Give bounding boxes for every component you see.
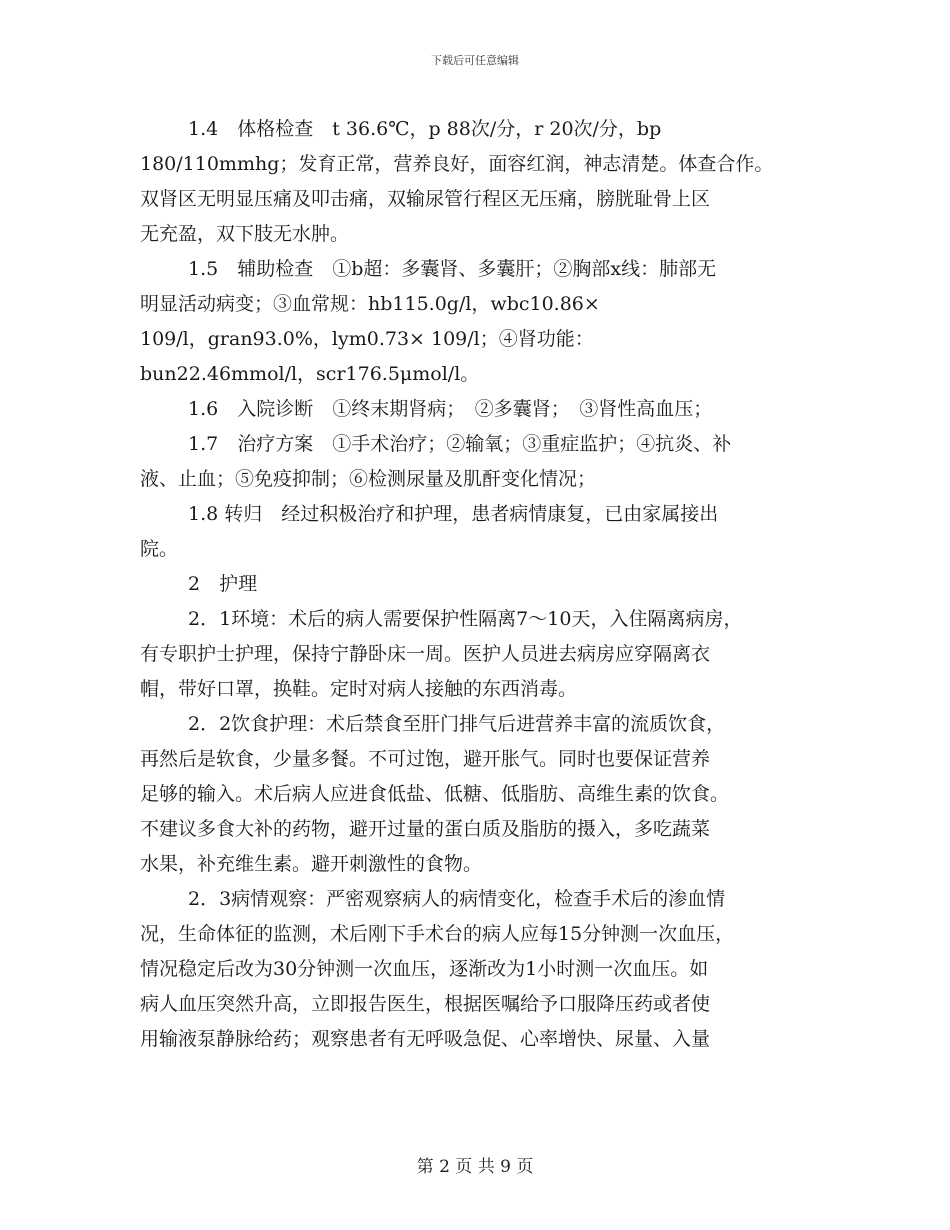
document-body — [140, 112, 830, 1057]
text-line: 1.8 转归 经过积极治疗和护理，患者病情康复，已由家属接出 — [188, 503, 719, 525]
text-line: 无充盈，双下肢无水肿。 — [140, 223, 350, 245]
text-line: 用输液泵静脉给药；观察患者有无呼吸急促、心率增快、尿量、入量 — [140, 1028, 711, 1050]
text-line: 液、止血；⑤免疫抑制；⑥检测尿量及肌酐变化情况； — [140, 468, 597, 490]
text-line: 再然后是软食，少量多餐。不可过饱，避开胀气。同时也要保证营养 — [140, 748, 711, 770]
text-line: 180/110mmhg；发育正常，营养良好，面容红润，神志清楚。体查合作。 — [140, 153, 774, 175]
text-line: 2 护理 — [188, 573, 258, 595]
text-line: 不建议多食大补的药物，避开过量的蛋白质及脂肪的摄入，多吃蔬菜 — [140, 818, 711, 840]
text-line: 足够的输入。术后病人应进食低盐、低糖、低脂肪、高维生素的饮食。 — [140, 783, 730, 805]
text-line: 1.7 治疗方案 ①手术治疗；②输氧；③重症监护；④抗炎、补 — [188, 433, 732, 455]
text-line: 有专职护士护理，保持宁静卧床一周。医护人员进去病房应穿隔离衣 — [140, 643, 711, 665]
text-line: 2．2饮食护理：术后禁食至肝门排气后进营养丰富的流质饮食， — [188, 713, 726, 735]
text-line: 2．3病情观察：严密观察病人的病情变化，检查手术后的渗血情 — [188, 888, 726, 910]
text-line: 情况稳定后改为30分钟测一次血压，逐渐改为1小时测一次血压。如 — [140, 958, 709, 980]
text-line: 况，生命体征的监测，术后刚下手术台的病人应每15分钟测一次血压， — [140, 923, 735, 945]
text-line: 明显活动病变；③血常规：hb115.0g/l，wbc10.86× — [140, 293, 600, 315]
text-line: 院。 — [140, 538, 179, 560]
text-line: 水果，补充维生素。避开刺激性的食物。 — [140, 853, 483, 875]
text-line: 109/l，gran93.0%，lym0.73× 109/l；④肾功能： — [140, 328, 594, 350]
text-line: 病人血压突然升高，立即报告医生，根据医嘱给予口服降压药或者使 — [140, 993, 711, 1015]
text-line: 帽，带好口罩，换鞋。定时对病人接触的东西消毒。 — [140, 678, 578, 700]
text-line: bun22.46mmol/l，scr176.5μmol/l。 — [140, 363, 480, 385]
text-line: 1.4 体格检查 t 36.6℃，p 88次/分，r 20次/分，bp — [188, 118, 662, 140]
page-header: 下载后可任意编辑 — [431, 54, 519, 67]
text-line: 1.6 入院诊断 ①终末期肾病； ②多囊肾； ③肾性高血压； — [188, 398, 713, 420]
page-footer: 第 2 页 共 9 页 — [416, 1157, 534, 1177]
text-line: 双肾区无明显压痛及叩击痛，双输尿管行程区无压痛，膀胱耻骨上区 — [140, 188, 711, 210]
text-line: 2．1环境：术后的病人需要保护性隔离7～10天，入住隔离病房， — [188, 608, 743, 630]
text-line: 1.5 辅助检查 ①b超：多囊肾、多囊肝；②胸部x线：肺部无 — [188, 258, 717, 280]
